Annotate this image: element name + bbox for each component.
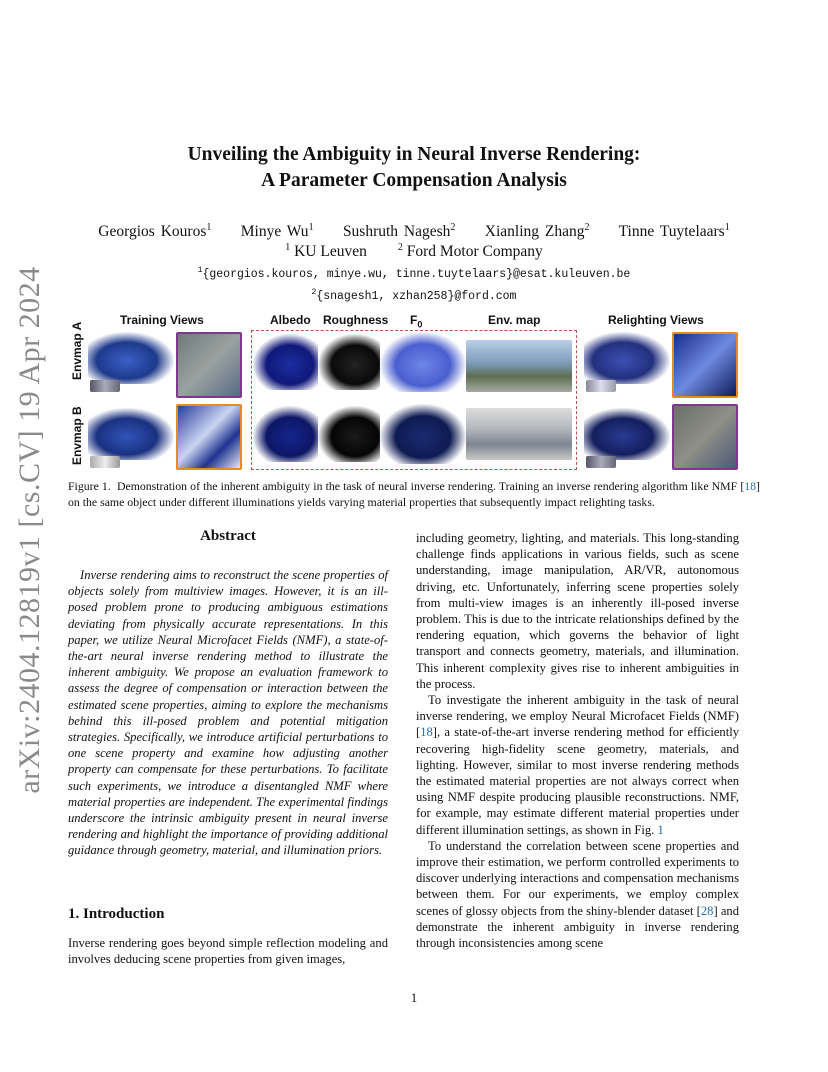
affiliation: KU Leuven bbox=[294, 243, 367, 261]
albedo-render-b bbox=[253, 406, 327, 462]
intro-paragraph-start: Inverse rendering goes beyond simple reflection modeling and involves deducing scene properties from given images, bbox=[68, 936, 388, 967]
abstract-heading: Abstract bbox=[200, 528, 256, 544]
header-training-views: Training Views bbox=[120, 313, 204, 327]
header-roughness: Roughness bbox=[323, 313, 389, 327]
envmap-thumbnail-a bbox=[90, 380, 120, 392]
envmap-thumbnail-b bbox=[90, 456, 120, 468]
header-f0: $F_0$ bbox=[410, 313, 423, 330]
introduction-heading: 1. Introduction bbox=[68, 906, 165, 922]
relighting-view-crop-b bbox=[672, 404, 738, 470]
figure-1 bbox=[68, 310, 760, 474]
training-view-crop-b bbox=[176, 404, 242, 470]
training-view-car-a bbox=[88, 332, 174, 384]
title-line-1: Unveiling the Ambiguity in Neural Inverse Rendering: bbox=[187, 144, 641, 165]
affiliation: Ford Motor Company bbox=[406, 243, 543, 261]
intro-paragraph-3: To understand the correlation between scene properties and improve their estimation, we perform controlled experiments to discover underlying interactions and compensation mechanisms between them. For our experiments, we employ complex scenes of glossy objects from the shiny-blender dataset [28] and demonstrate the inherent ambiguity in inverse rendering through inconsistencies among scene bbox=[416, 838, 739, 951]
affiliations: $^1$ KU Leuven $^2$ Ford Motor Company bbox=[285, 242, 543, 261]
author: Sushruth Nagesh$^2$ bbox=[342, 222, 456, 241]
header-env-map: Env. map bbox=[488, 313, 541, 327]
envmap-thumbnail-b-relight bbox=[586, 456, 616, 468]
row-label-envmap-a: Envmap A bbox=[70, 321, 84, 380]
author: Xianling Zhang$^2$ bbox=[484, 222, 590, 241]
abstract-body: Inverse rendering aims to reconstruct the scene properties of objects solely from multiview images. However, it is an ill-posed problem prone to producing ambiguous estimations deviating from physically accurate representations. In this paper, we utilize Neural Microfacet Fields (NMF), a state-of-the-art neural inverse rendering method to illustrate the inherent ambiguity. We propose an evaluation framework to assess the degree of compensation or interaction between the estimated scene properties, aiming to explore the mechanisms behind this ill-posed problem and potential mitigation strategies. Specifically, we introduce artificial perturbations to one scene property and examine how adjusting another property can compensate for these perturbations. To facilitate such experiments, we introduce a disentangled NMF where material properties are independent. The experimental findings underscore the intrinsic ambiguity present in neural inverse rendering and highlight the importance of providing additional guidance through geometry, material, and illumination priors. bbox=[68, 568, 388, 858]
header-relighting-views: Relighting Views bbox=[608, 313, 704, 327]
right-column bbox=[416, 530, 739, 951]
author: Minye Wu$^1$ bbox=[240, 222, 314, 241]
citation-link[interactable]: 18 bbox=[744, 479, 757, 493]
training-view-crop-a bbox=[176, 332, 242, 398]
intro-paragraph-1-cont: including geometry, lighting, and materials. This long-standing challenge finds applications in various fields, such as scene understanding, image manipulation, AR/VR, autonomous driving, etc. Unfortunately, inferring scene properties solely from multi-view images is an inherently ill-posed inverse problem. This is due to the intricate relationships defined by the rendering equation, which governs the behavior of light transport and connects geometry, materials, and illumination. This inherent complexity gives rise to inherent ambiguities in the process. bbox=[416, 531, 739, 691]
arxiv-watermark: arXiv:2404.12819v1 [cs.CV] 19 Apr 2024 bbox=[13, 266, 46, 794]
author: Georgios Kouros$^1$ bbox=[98, 222, 212, 241]
email-block bbox=[0, 262, 828, 306]
f0-render-a bbox=[380, 332, 466, 392]
albedo-render-a bbox=[253, 334, 327, 390]
envmap-thumbnail-a-relight bbox=[586, 380, 616, 392]
figure-caption: Figure 1. Demonstration of the inherent ambiguity in the task of neural inverse rendering. Training an inverse rendering algorithm like NMF [18] on the same object under different illuminations yields varying material properties that subsequently impact relighting tasks. bbox=[68, 479, 760, 509]
page-number: 1 bbox=[410, 990, 418, 1005]
training-view-car-b bbox=[88, 408, 174, 460]
email-line: $^1${georgios.kouros, minye.wu, tinne.tuytelaars}@esat.kuleuven.be bbox=[197, 266, 631, 281]
relighting-view-car-a bbox=[584, 332, 670, 384]
citation-link[interactable]: 28 bbox=[700, 903, 714, 918]
citation-link[interactable]: 18 bbox=[420, 725, 433, 740]
header-albedo: Albedo bbox=[270, 313, 311, 327]
intro-paragraph-2: To investigate the inherent ambiguity in the task of neural inverse rendering, we employ Neural Microfacet Fields (NMF) [18], a state-of-the-art inverse rendering method for efficiently recovering high-fidelity scene geometry, materials, and lighting. However, similar to most inverse rendering methods the estimated material properties are not always correct when using NMF despite producing plausible reconstructions. NMF, for example, may estimate different material properties under different illumination settings, as shown in Fig. 1 bbox=[416, 693, 739, 837]
relighting-view-car-b bbox=[584, 408, 670, 460]
title-line-2: A Parameter Compensation Analysis bbox=[261, 170, 567, 191]
env-map-b bbox=[466, 408, 572, 460]
author: Tinne Tuytelaars$^1$ bbox=[618, 222, 730, 241]
relighting-view-crop-a bbox=[672, 332, 738, 398]
row-label-envmap-b: Envmap B bbox=[70, 406, 84, 465]
figure-link[interactable]: 1 bbox=[657, 822, 664, 837]
paper-title bbox=[0, 142, 828, 194]
env-map-a bbox=[466, 340, 572, 392]
f0-render-b bbox=[380, 404, 466, 464]
email-line: $^2${snagesh1, xzhan258}@ford.com bbox=[311, 287, 517, 303]
